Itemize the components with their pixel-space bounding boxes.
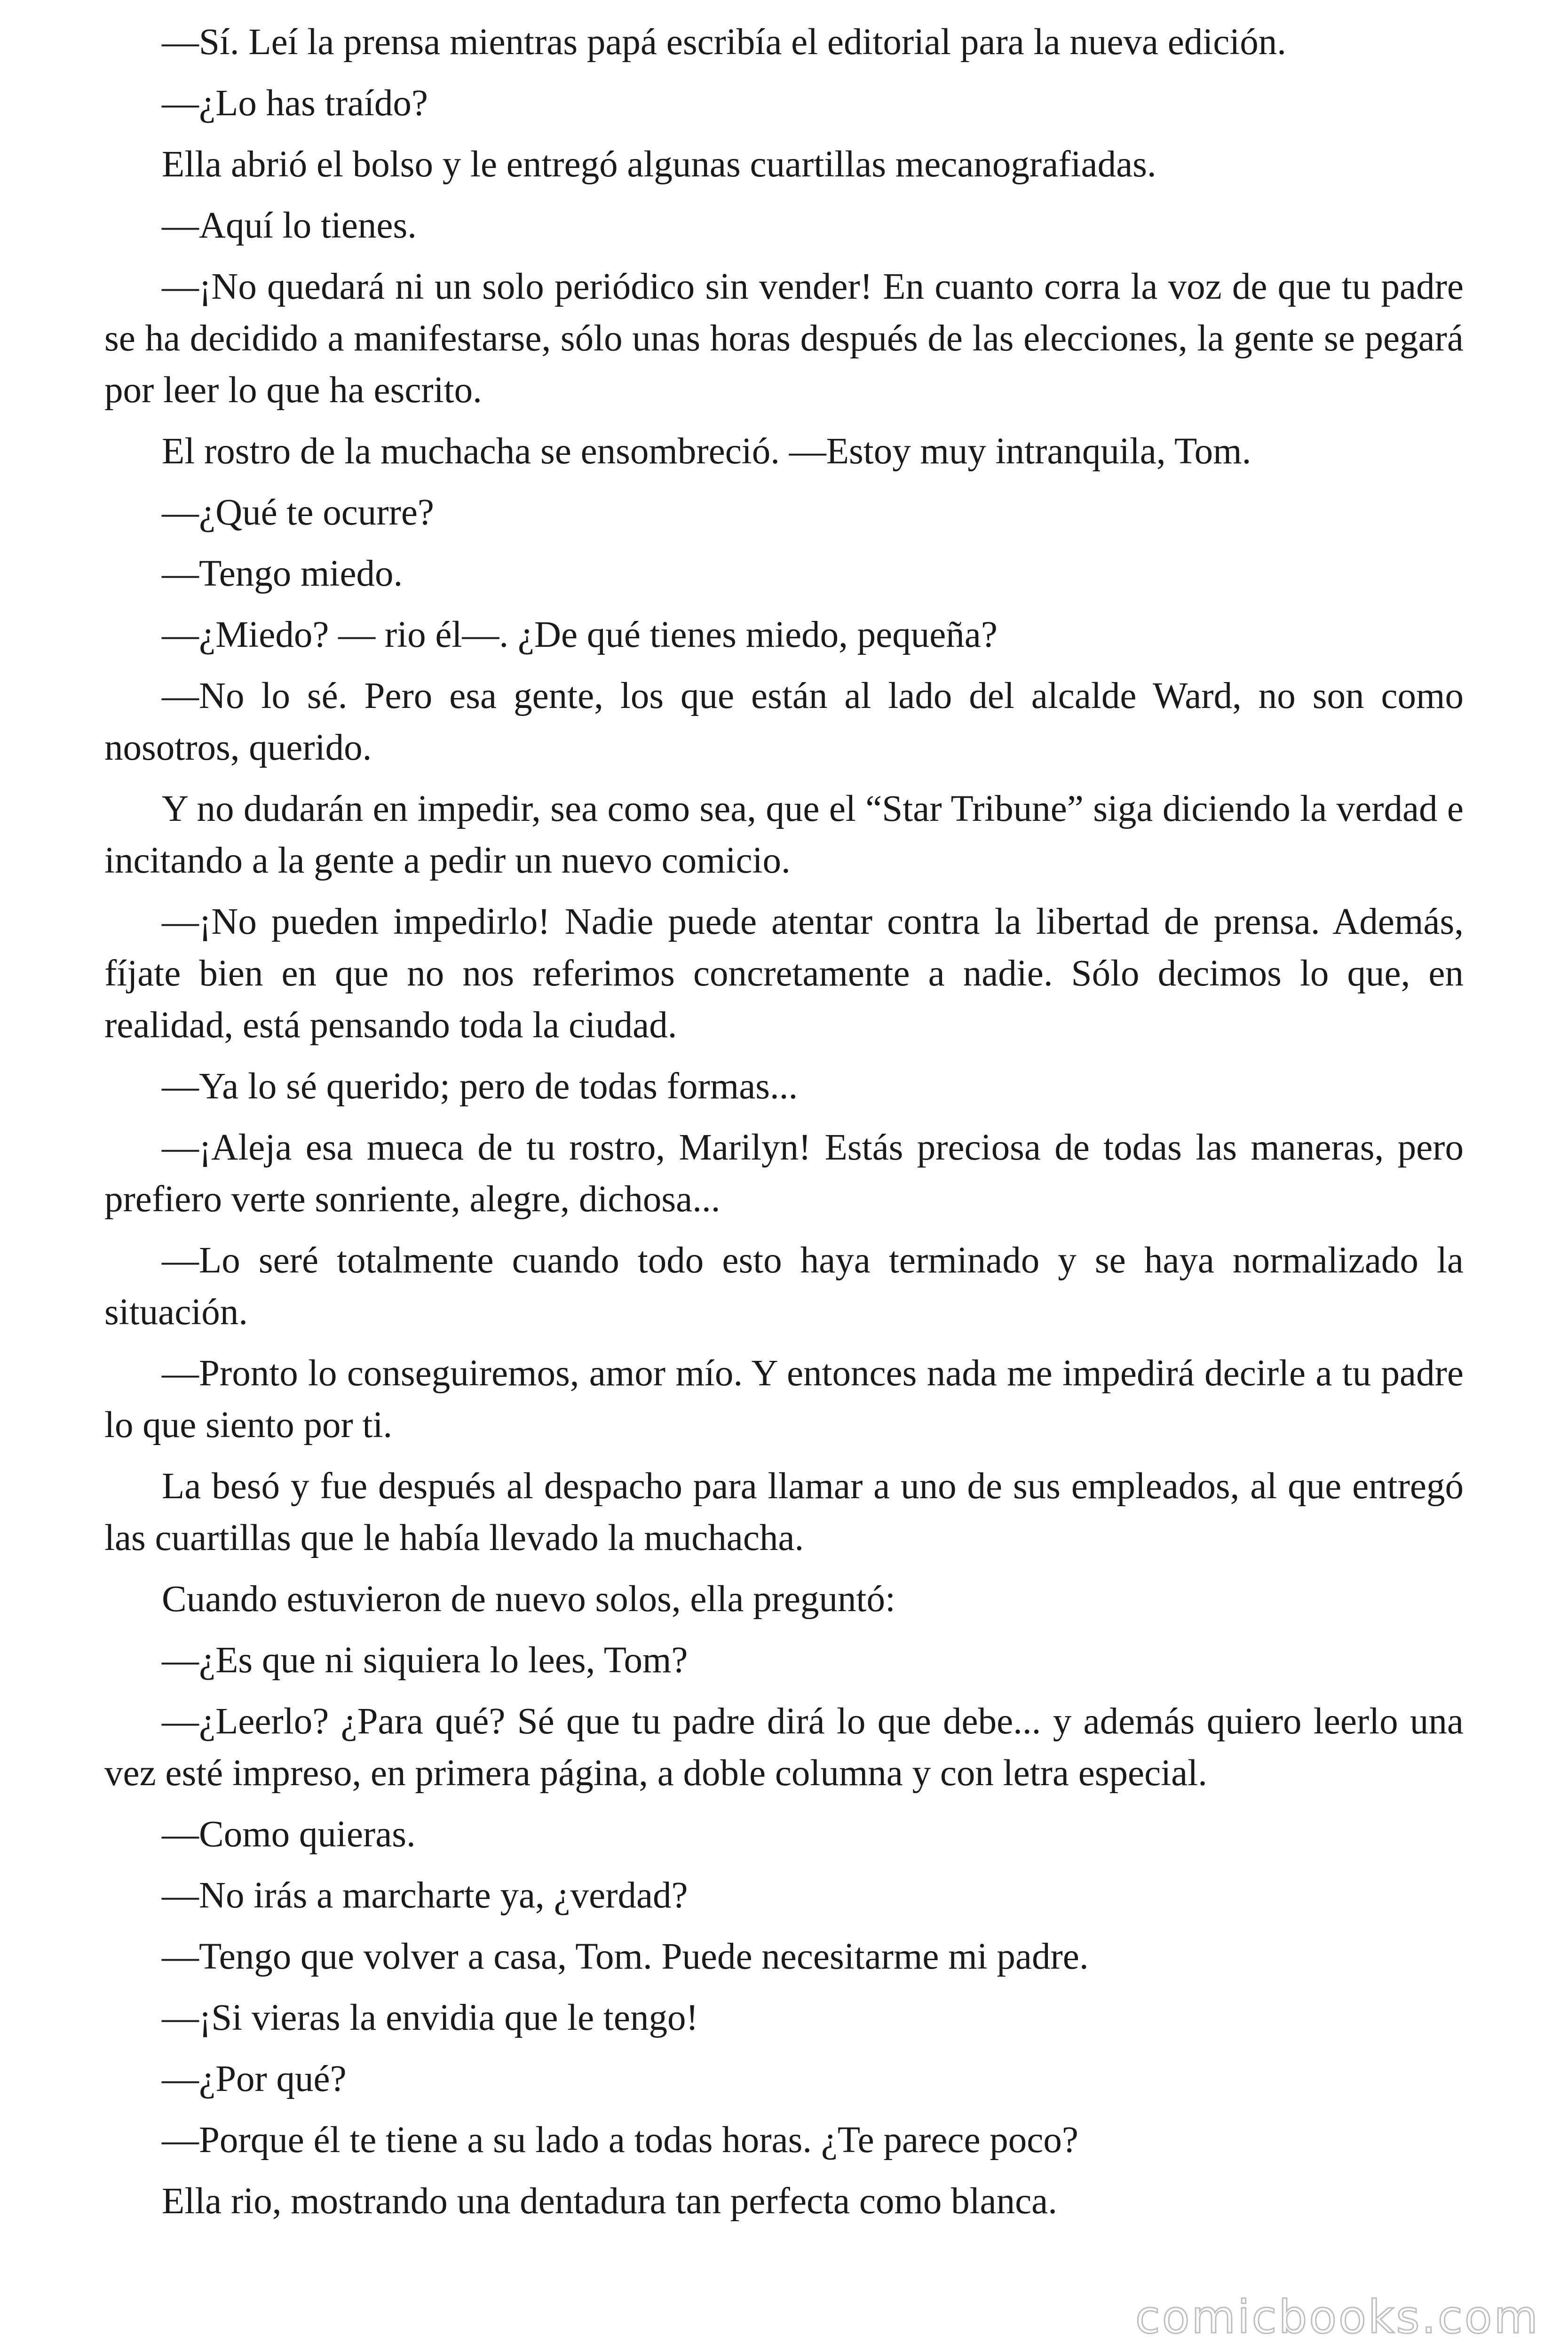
paragraph: —¡No quedará ni un solo periódico sin vender! En cuanto corra la voz de que tu padre se ha decidido a manifestarse, sólo unas horas después de las elecciones, la gente se pegará por leer lo que ha escrito. [104, 266, 1464, 411]
paragraph: —¿Por qué? [162, 2058, 347, 2099]
paragraph: —Tengo miedo. [162, 553, 403, 594]
paragraph: —¿Lo has traído? [162, 83, 428, 124]
paragraph: —No irás a marcharte ya, ¿verdad? [162, 1875, 688, 1916]
paragraph: —Sí. Leí la prensa mientras papá escribía el editorial para la nueva edición. [162, 22, 1286, 63]
paragraph: —¡No pueden impedirlo! Nadie puede atentar contra la libertad de prensa. Además, fíjate bien en que no nos referimos concretamente a nadie. Sólo decimos lo que, en realidad, está pensando toda la ciudad. [104, 901, 1464, 1046]
paragraph: —No lo sé. Pero esa gente, los que están al lado del alcalde Ward, no son como nosotros, querido. [104, 675, 1464, 768]
paragraph: Ella abrió el bolso y le entregó algunas cuartillas mecanografiadas. [162, 144, 1156, 185]
watermark: comicbooks.com [1135, 2291, 1540, 2344]
paragraph: —¿Qué te ocurre? [162, 492, 434, 533]
page-body-text [104, 16, 1464, 2237]
paragraph: —¿Miedo? — rio él—. ¿De qué tienes miedo, pequeña? [162, 614, 998, 655]
paragraph: —Como quieras. [162, 1814, 416, 1855]
paragraph: Ella rio, mostrando una dentadura tan perfecta como blanca. [162, 2181, 1057, 2222]
paragraph: —Ya lo sé querido; pero de todas formas... [162, 1066, 798, 1107]
paragraph: —¿Leerlo? ¿Para qué? Sé que tu padre dirá lo que debe... y además quiero leerlo una vez esté impreso, en primera página, a doble columna y con letra especial. [104, 1701, 1464, 1794]
paragraph: —Tengo que volver a casa, Tom. Puede necesitarme mi padre. [162, 1936, 1089, 1977]
paragraph: Cuando estuvieron de nuevo solos, ella preguntó: [162, 1579, 895, 1620]
paragraph: La besó y fue después al despacho para llamar a uno de sus empleados, al que entregó las cuartillas que le había llevado la muchacha. [104, 1466, 1464, 1558]
paragraph: Y no dudarán en impedir, sea como sea, que el “Star Tribune” siga diciendo la verdad e incitando a la gente a pedir un nuevo comicio. [104, 788, 1464, 881]
paragraph: —Lo seré totalmente cuando todo esto haya terminado y se haya normalizado la situación. [104, 1240, 1464, 1333]
paragraph: —¡Si vieras la envidia que le tengo! [162, 1997, 698, 2038]
paragraph: —¿Es que ni siquiera lo lees, Tom? [162, 1640, 688, 1681]
paragraph: —¡Aleja esa mueca de tu rostro, Marilyn! Estás preciosa de todas las maneras, pero prefiero verte sonriente, alegre, dichosa... [104, 1127, 1464, 1220]
paragraph: —Aquí lo tienes. [162, 205, 417, 246]
paragraph: —Porque él te tiene a su lado a todas horas. ¿Te parece poco? [162, 2120, 1078, 2161]
paragraph: —Pronto lo conseguiremos, amor mío. Y entonces nada me impedirá decirle a tu padre lo que siento por ti. [104, 1353, 1464, 1446]
paragraph: El rostro de la muchacha se ensombreció. —Estoy muy intranquila, Tom. [162, 431, 1251, 472]
